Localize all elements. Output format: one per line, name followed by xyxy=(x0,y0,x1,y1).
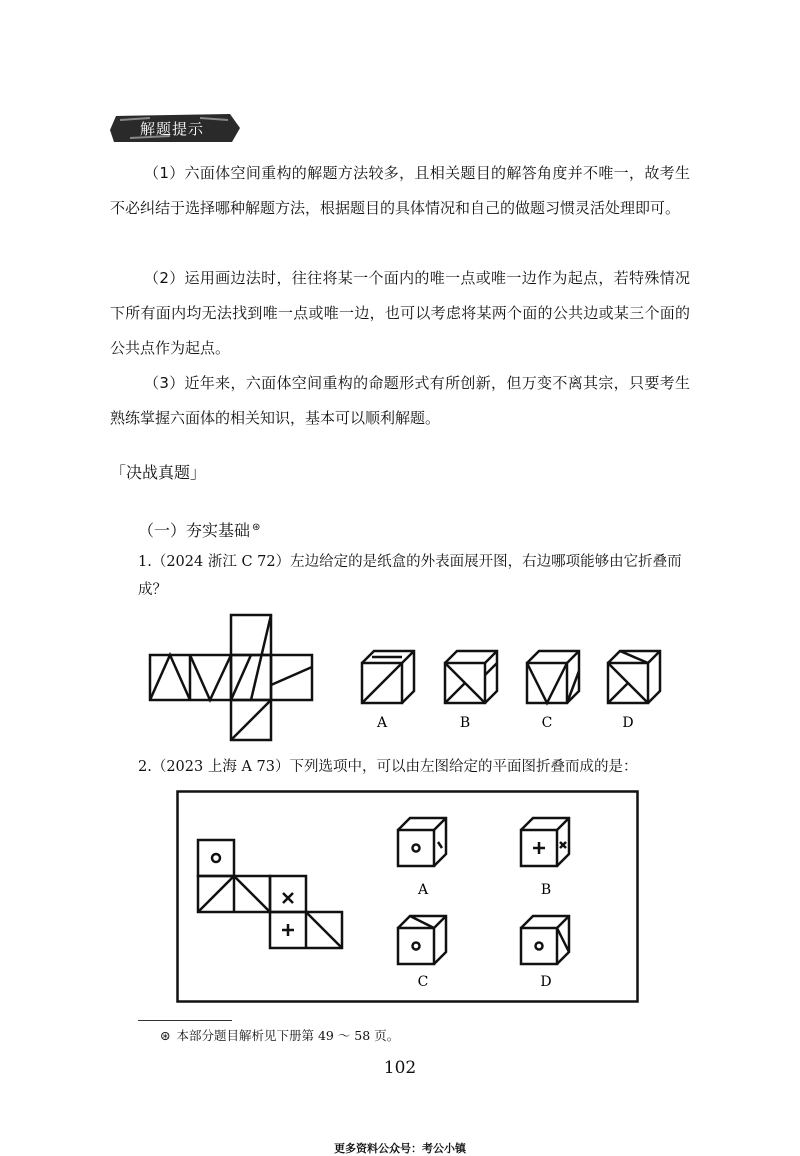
tip-paragraph-3: （3）近年来，六面体空间重构的命题形式有所创新，但万变不离其宗，只要考生熟练掌握六面体的相关知识，基本可以顺利解题。 xyxy=(110,374,690,427)
q2-option-b-cube xyxy=(521,818,569,866)
q1-net xyxy=(150,615,312,740)
q1-option-c-cube xyxy=(527,651,579,703)
footnote-text: 本部分题目解析见下册第 49 ～ 58 页。 xyxy=(176,1028,400,1043)
q2-option-c-label: C xyxy=(417,974,429,990)
question-2-figure xyxy=(176,790,640,1004)
q2-option-a-label: A xyxy=(417,882,429,898)
page-number: 102 xyxy=(383,1058,417,1078)
subsection-mark: ⊛ xyxy=(252,521,261,533)
tip-paragraph-1: （1）六面体空间重构的解题方法较多，且相关题目的解答角度并不唯一，故考生不必纠结于选择哪种解题方法，根据题目的具体情况和自己的做题习惯灵活处理即可。 xyxy=(110,164,690,217)
q1-option-d-label: D xyxy=(622,715,634,731)
footnote xyxy=(160,1026,399,1044)
q2-option-c-cube xyxy=(398,916,446,964)
q2-option-a-cube xyxy=(398,818,446,866)
footnote-mark: ⊛ xyxy=(160,1028,171,1043)
q1-option-c-label: C xyxy=(541,715,553,731)
q1-option-a-label: A xyxy=(376,715,388,731)
question-1-figure xyxy=(140,605,700,745)
subsection-label: （一）夯实基础 xyxy=(138,521,251,540)
tips-badge xyxy=(110,112,242,144)
q2-option-b-label: B xyxy=(540,882,552,898)
bottom-note: 更多资料公众号：考公小镇 xyxy=(334,1142,466,1155)
q1-option-b-cube xyxy=(445,651,497,703)
question-2-text: 2.（2023 上海 A 73）下列选项中，可以由左图给定的平面图折叠而成的是： xyxy=(138,759,638,775)
q1-option-a-cube xyxy=(362,651,414,703)
q2-net xyxy=(198,840,342,948)
q1-option-d-cube xyxy=(608,651,660,703)
question-1-text: 1.（2024 浙江 C 72）左边给定的是纸盒的外表面展开图，右边哪项能够由它折叠而成？ xyxy=(138,554,682,598)
q2-option-d-label: D xyxy=(540,974,552,990)
tip-paragraph-2: （2）运用画边法时，往往将某一个面内的唯一点或唯一边作为起点，若特殊情况下所有面内均无法找到唯一点或唯一边，也可以考虑将某两个面的公共边或某三个面的公共点作为起点。 xyxy=(110,269,690,357)
q1-option-b-label: B xyxy=(459,715,471,731)
section-title: 「决战真题」 xyxy=(110,463,207,482)
q2-option-d-cube xyxy=(521,916,569,964)
subsection-title xyxy=(138,518,260,541)
badge-label: 解题提示 xyxy=(140,120,205,138)
footnote-rule xyxy=(138,1020,232,1021)
